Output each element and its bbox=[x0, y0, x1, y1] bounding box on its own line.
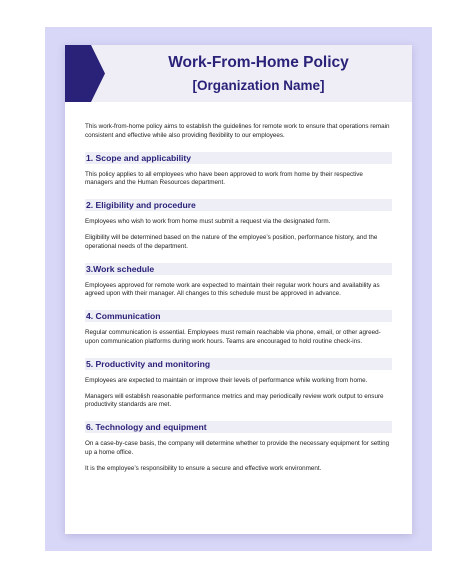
section-paragraph: Employees are expected to maintain or improve their levels of performance while working from home. bbox=[85, 376, 368, 384]
section-paragraph: Managers will establish reasonable performance metrics and may periodically review work output to ensure productivity standards are met. bbox=[85, 392, 384, 409]
document-body bbox=[85, 123, 392, 481]
section-paragraph: On a case-by-case basis, the company will determine whether to provide the necessary equipment for setting up a home office. bbox=[85, 440, 390, 456]
section-heading: 4. Communication bbox=[85, 310, 392, 322]
document-title: Work-From-Home Policy bbox=[168, 54, 349, 71]
section-heading: 5. Productivity and monitoring bbox=[85, 358, 392, 370]
section-productivity bbox=[85, 358, 392, 410]
section-heading: 3.Work schedule bbox=[85, 263, 392, 275]
section-work-schedule bbox=[85, 263, 392, 300]
intro-paragraph: This work-from-home policy aims to establish the guidelines for remote work to ensure that operations remain consistent and effective while also providing flexibility to our employees. bbox=[85, 123, 390, 139]
section-communication bbox=[85, 310, 392, 347]
section-heading: 1. Scope and applicability bbox=[85, 152, 392, 164]
section-paragraph: Employees who wish to work from home must submit a request via the designated form. bbox=[85, 218, 331, 226]
section-paragraph: Regular communication is essential. Employees must remain reachable via phone, email, or other agreed-upon communication platforms during work hours. Teams are encouraged to hold routine check-ins. bbox=[85, 329, 381, 345]
section-eligibility bbox=[85, 199, 392, 251]
section-paragraph: Employees approved for remote work are expected to maintain their regular work hours and availability as agreed upon with their manager. All changes to this schedule must be approved in advance. bbox=[85, 281, 380, 298]
section-scope bbox=[85, 152, 392, 189]
section-paragraph: Eligibility will be determined based on the nature of the employee’s position, performance history, and the operational needs of the department. bbox=[85, 233, 378, 250]
section-technology bbox=[85, 421, 392, 473]
section-paragraph: It is the employee’s responsibility to ensure a secure and effective work environment. bbox=[85, 464, 322, 472]
organization-name: [Organization Name] bbox=[192, 78, 325, 93]
document-page bbox=[65, 45, 412, 534]
section-heading: 6. Technology and equipment bbox=[85, 421, 392, 433]
section-heading: 2. Eligibility and procedure bbox=[85, 199, 392, 211]
header-arrow-decoration bbox=[65, 45, 105, 102]
section-paragraph: This policy applies to all employees who have been approved to work from home by their respective managers and the Human Resources department. bbox=[85, 170, 363, 187]
